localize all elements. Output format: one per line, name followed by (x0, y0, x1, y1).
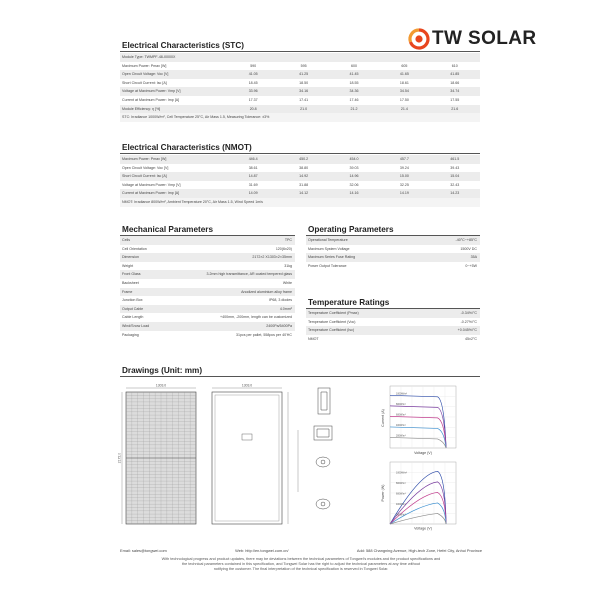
mechanical-label: Weight (120, 262, 168, 271)
pv-curve-label: 600W/m² (396, 492, 406, 496)
operating-table (306, 236, 480, 270)
mechanical-label: Output Cable (120, 305, 168, 314)
stc-cell: 41.25 (278, 70, 328, 79)
mechanical-title: Mechanical Parameters (122, 225, 214, 234)
nmot-note: NMOT: Irradiance 800W/m², Ambient Temperature 20°C, Air Mass 1.5, Wind Speed 1m/s (120, 198, 480, 207)
operating-value: 35A (410, 253, 480, 262)
stc-cell: 34.74 (430, 87, 480, 96)
stc-cell: 590 (228, 62, 278, 71)
mechanical-label: Junction Box (120, 296, 168, 305)
nmot-row (120, 155, 480, 164)
stc-cell: 605 (379, 62, 429, 71)
temperature-value: -0.34%/°C (410, 309, 480, 318)
temperature-label: NMOT (306, 335, 410, 344)
mechanical-table (120, 236, 295, 339)
operating-value: 0~+5W (410, 262, 480, 271)
stc-cell: 41.05 (228, 70, 278, 79)
nmot-cell: 461.5 (430, 155, 480, 164)
stc-row (120, 87, 480, 96)
nmot-cell: 39.03 (329, 164, 379, 173)
mechanical-row (120, 322, 295, 331)
nmot-row (120, 181, 480, 190)
nmot-cell: 14.19 (379, 189, 429, 198)
nmot-row-label: Open Circuit Voltage: Voc [V] (120, 164, 228, 173)
nmot-cell: 14.23 (430, 189, 480, 198)
nmot-row-label: Short Circuit Current: Isc [A] (120, 172, 228, 181)
nmot-cell: 32.43 (430, 181, 480, 190)
operating-row (306, 245, 480, 254)
operating-row (306, 262, 480, 271)
mechanical-row (120, 236, 295, 245)
mechanical-label: Cable Length (120, 313, 168, 322)
mechanical-row (120, 331, 295, 340)
nmot-cell: 38.61 (228, 164, 278, 173)
disclaimer-line-2: the technical parameters contained in this specification, and Tongwei Solar has the right to adjust the technical parameters at any time without (181, 562, 420, 566)
iv-curve-chart (381, 386, 456, 455)
nmot-row (120, 164, 480, 173)
iv-curve-label: 600W/m² (396, 413, 406, 417)
nmot-title: Electrical Characteristics (NMOT) (122, 143, 252, 152)
mechanical-value: 2172×2 X1303×2×35mm (168, 253, 295, 262)
mechanical-row (120, 270, 295, 279)
stc-cell: 18.50 (278, 79, 328, 88)
stc-note-row (120, 113, 480, 122)
nmot-note-row (120, 198, 480, 207)
nmot-cell: 14.16 (329, 189, 379, 198)
drawings-rule (120, 376, 480, 377)
nmot-row-label: Current at Maximum Power: Imp [A] (120, 189, 228, 198)
stc-cell: 21.2 (329, 105, 379, 114)
nmot-rule (120, 153, 480, 154)
temperature-label: Temperature Coefficient (Voc) (306, 318, 410, 327)
iv-curve-label: 200W/m² (396, 434, 406, 438)
brand-logo (409, 29, 537, 49)
temperature-value: +0.045%/°C (410, 326, 480, 335)
stc-cell: 18.55 (329, 79, 379, 88)
stc-module-type-row (120, 53, 480, 62)
mechanical-value: White (168, 279, 295, 288)
stc-cell: 18.61 (379, 79, 429, 88)
stc-cell: 21.4 (379, 105, 429, 114)
mechanical-value: 31kg (168, 262, 295, 271)
mechanical-label: Frame (120, 288, 168, 297)
stc-row (120, 70, 480, 79)
operating-title: Operating Parameters (308, 225, 394, 234)
mechanical-value: IP68, 3 diodes (168, 296, 295, 305)
pv-curve-label: 800W/m² (396, 481, 406, 485)
mechanical-row (120, 305, 295, 314)
pv-curve-label: 400W/m² (396, 502, 406, 506)
tw-logo-icon (409, 29, 429, 49)
temperature-row (306, 309, 480, 318)
iv-curve-label: 400W/m² (396, 423, 406, 427)
operating-label: Operational Temperature (306, 236, 410, 245)
stc-row (120, 105, 480, 114)
footer (120, 548, 482, 572)
stc-row-label: Open Circuit Voltage: Voc [V] (120, 70, 228, 79)
nmot-cell: 32.25 (379, 181, 429, 190)
mechanical-row (120, 245, 295, 254)
stc-cell: 18.45 (228, 79, 278, 88)
front-width-label: 1303.0 (155, 383, 167, 388)
stc-row-label: Maximum Power: Pmax [W] (120, 62, 228, 71)
nmot-cell: 31.88 (278, 181, 328, 190)
drawings-title: Drawings (Unit: mm) (122, 366, 203, 375)
nmot-row (120, 189, 480, 198)
temperature-row (306, 326, 480, 335)
operating-row (306, 253, 480, 262)
iv-curve-label: 800W/m² (396, 402, 406, 406)
nmot-row-label: Voltage at Maximum Power: Vmp [V] (120, 181, 228, 190)
front-view-drawing (118, 384, 197, 525)
mechanical-value: TPC (168, 236, 295, 245)
temperature-value: 45±2°C (410, 335, 480, 344)
frame-section-details (314, 388, 332, 509)
brand-name: TW SOLAR (432, 28, 537, 49)
iv-ylabel: Current (A) (381, 409, 385, 427)
mechanical-label: Dimension (120, 253, 168, 262)
stc-title: Electrical Characteristics (STC) (122, 41, 244, 50)
iv-xlabel: Voltage (V) (414, 451, 432, 455)
mechanical-row (120, 288, 295, 297)
stc-cell: 34.36 (329, 87, 379, 96)
mechanical-value: 2400Pa/5400Pa (168, 322, 295, 331)
nmot-cell: 14.92 (278, 172, 328, 181)
stc-cell: 33.96 (228, 87, 278, 96)
disclaimer-line-3: notifying the customer. The final interpretation of the technical specification is reserved in Tongwei Solar. (213, 567, 389, 571)
stc-cell: 18.66 (430, 79, 480, 88)
stc-cell: 600 (329, 62, 379, 71)
stc-cell: 610 (430, 62, 480, 71)
nmot-table (120, 155, 480, 207)
mechanical-value: 4.0mm² (168, 305, 295, 314)
stc-cell: 21.6 (430, 105, 480, 114)
mechanical-label: Wind/Snow Load (120, 322, 168, 331)
stc-cell: 41.65 (379, 70, 429, 79)
nmot-cell: 457.7 (379, 155, 429, 164)
mechanical-label: Packaging (120, 331, 168, 340)
back-width-label: 1303.0 (241, 383, 253, 388)
stc-table (120, 53, 480, 122)
disclaimer (120, 557, 482, 572)
mechanical-value: Anodized aluminium alloy frame (168, 288, 295, 297)
stc-cell: 41.45 (329, 70, 379, 79)
nmot-cell: 450.2 (278, 155, 328, 164)
operating-label: Maximum Series Fuse Rating (306, 253, 410, 262)
nmot-cell: 446.4 (228, 155, 278, 164)
stc-module-type: Module Type: TWMPF-48-I0000X (120, 53, 480, 62)
stc-row-label: Current at Maximum Power: Imp [A] (120, 96, 228, 105)
temperature-title: Temperature Ratings (308, 298, 390, 307)
stc-row (120, 62, 480, 71)
temperature-label: Temperature Coefficient (Isc) (306, 326, 410, 335)
mechanical-value: 120(6x20) (168, 245, 295, 254)
stc-cell: 17.41 (278, 96, 328, 105)
stc-cell: 34.54 (379, 87, 429, 96)
front-height-label: 2172.0 (117, 452, 122, 464)
mechanical-label: Front Glass (120, 270, 168, 279)
stc-cell: 17.37 (228, 96, 278, 105)
stc-row-label: Module Efficiency: η [%] (120, 105, 228, 114)
mechanical-value: +400mm, -200mm, length can be customized (168, 313, 295, 322)
mechanical-row (120, 313, 295, 322)
mechanical-row (120, 253, 295, 262)
operating-label: Maximum System Voltage (306, 245, 410, 254)
pv-curve-chart (381, 462, 456, 531)
stc-row (120, 96, 480, 105)
stc-row (120, 79, 480, 88)
nmot-cell: 31.69 (228, 181, 278, 190)
mechanical-row (120, 279, 295, 288)
mechanical-label: Backsheet (120, 279, 168, 288)
stc-note: STC: Irradiance 1000W/m², Cell Temperature 25°C, Air Mass 1.5, Measuring Tolerance: ±3% (120, 113, 480, 122)
stc-cell: 20.8 (228, 105, 278, 114)
temperature-row (306, 335, 480, 344)
stc-cell: 21.0 (278, 105, 328, 114)
pv-ylabel: Power (W) (381, 484, 385, 502)
temperature-label: Temperature Coefficient (Pmax) (306, 309, 410, 318)
drawings-area (118, 382, 484, 530)
operating-value: 1500V DC (410, 245, 480, 254)
nmot-cell: 32.06 (329, 181, 379, 190)
nmot-cell: 39.24 (379, 164, 429, 173)
nmot-cell: 14.09 (228, 189, 278, 198)
nmot-cell: 39.43 (430, 164, 480, 173)
pv-curve-label: 200W/m² (396, 513, 406, 517)
stc-row-label: Short Circuit Current: Isc [A] (120, 79, 228, 88)
footer-web[interactable]: Web: http://en.tongwei.com.cn/ (235, 548, 289, 553)
nmot-cell: 15.04 (430, 172, 480, 181)
temperature-table (306, 309, 480, 343)
nmot-cell: 14.87 (228, 172, 278, 181)
stc-cell: 595 (278, 62, 328, 71)
iv-curve-label: 1000W/m² (396, 392, 408, 396)
footer-email[interactable]: Email: sales@tongwei.com (120, 548, 167, 553)
mechanical-label: Cells (120, 236, 168, 245)
operating-label: Power Output Tolerance (306, 262, 410, 271)
nmot-row-label: Maximum Power: Pmax [W] (120, 155, 228, 164)
operating-value: -40°C~+85°C (410, 236, 480, 245)
stc-cell: 34.16 (278, 87, 328, 96)
nmot-cell: 14.96 (329, 172, 379, 181)
nmot-cell: 38.80 (278, 164, 328, 173)
stc-cell: 17.55 (430, 96, 480, 105)
mechanical-row (120, 296, 295, 305)
operating-row (306, 236, 480, 245)
temperature-row (306, 318, 480, 327)
nmot-cell: 14.12 (278, 189, 328, 198)
temperature-value: -0.27%/°C (410, 318, 480, 327)
stc-cell: 41.85 (430, 70, 480, 79)
disclaimer-line-1: With technological progress and product updates, there may be deviations between the technical parameters of Tongwei's modules and the product specifications and (161, 557, 441, 561)
pv-curve-label: 1000W/m² (396, 471, 408, 475)
stc-cell: 17.50 (379, 96, 429, 105)
footer-address: Add: 588 Changning Avenue, High-tech Zone, Hefei City, Anhui Province (356, 548, 482, 553)
nmot-row (120, 172, 480, 181)
back-view-drawing (212, 384, 298, 525)
stc-row-label: Voltage at Maximum Power: Vmp [V] (120, 87, 228, 96)
nmot-cell: 15.00 (379, 172, 429, 181)
pv-xlabel: Voltage (V) (414, 526, 432, 531)
stc-rule (120, 51, 480, 52)
mechanical-value: 3.2mm high transmittance, AR coated tempered glass (168, 270, 295, 279)
contact-line (120, 548, 482, 553)
nmot-cell: 454.0 (329, 155, 379, 164)
mechanical-value: 31pcs per pallet, 558pcs per 40'HC (168, 331, 295, 340)
stc-cell: 17.46 (329, 96, 379, 105)
mechanical-row (120, 262, 295, 271)
mechanical-label: Cell Orientation (120, 245, 168, 254)
